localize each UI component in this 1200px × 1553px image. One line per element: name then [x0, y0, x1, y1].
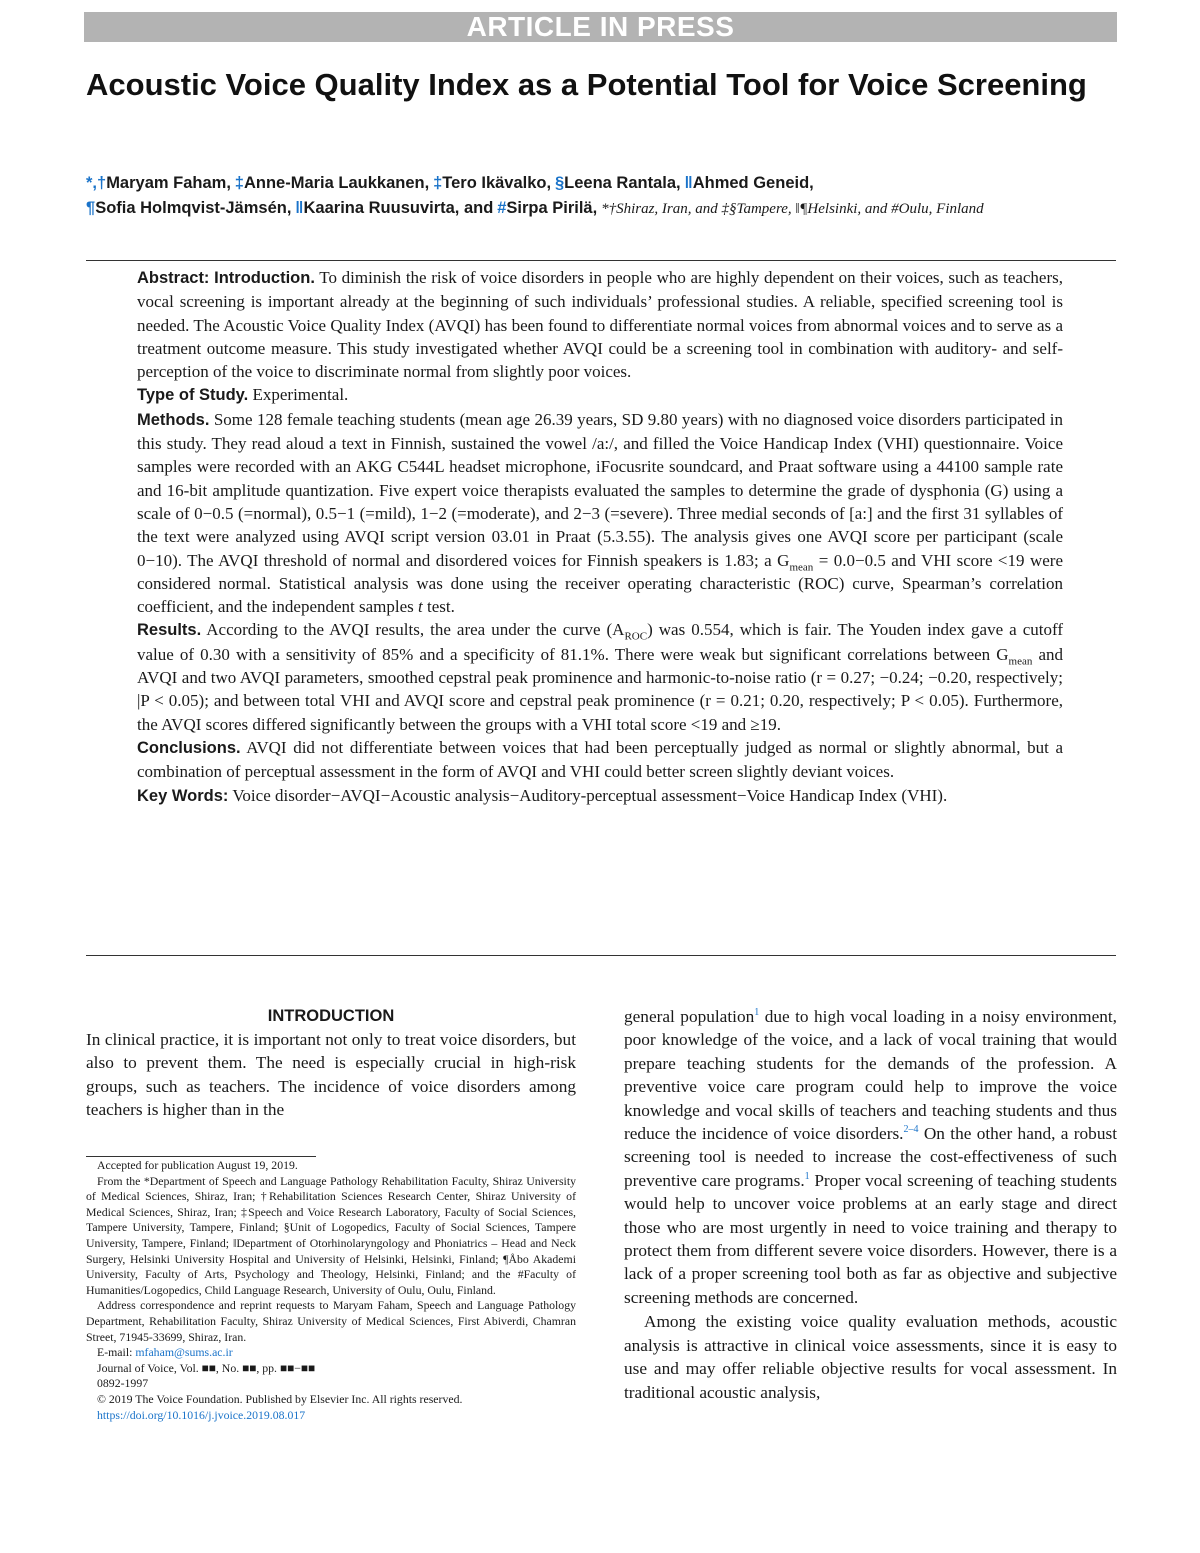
abstract-results: Results. According to the AVQI results, the area under the curve $(A_{ROC})$ was 0.554, which is fair. The Youden index gave a cutoff value of 0.30 with a sensitivity of 85% and a specificity of 81.1%. There were weak but significant correlations between $G_{mean}$ and AVQI and two AVQI parameters, smoothed cepstral peak prominence and harmonic-to-noise ratio (r = 0.27; −0.24; −0.20, respectively; |P < 0.05); and between total VHI and AVQI score and cepstral peak prominence (r = 0.21; 0.20, respectively; P < 0.05). Furthermore, the AVQI scores differed significantly between the groups with a VHI total score <19 and ≥19.: [137, 620, 1064, 734]
author-item: ¶Sofia Holmqvist-Jämsén,: [86, 199, 292, 217]
email-line: E-mail: mfaham@sums.ac.ir: [97, 1345, 233, 1360]
abstract-type-of-study: Type of Study. Experimental.: [137, 385, 349, 405]
journal-line: Journal of Voice, Vol. ■■, No. ■■, pp. ■■−■■: [97, 1360, 316, 1375]
abstract-top-rule: [86, 260, 1116, 261]
right-column: [624, 1005, 1117, 1404]
abstract-methods: Methods. Some 128 female teaching students (mean age 26.39 years, SD 9.80 years) with no diagnosed voice disorders participated in this study. They read aloud a text in Finnish, sustained the vowel /a:/, and filled the Voice Handicap Index (VHI) questionnaire. Voice samples were recorded with an AKG C544L headset microphone, iFocusrite soundcard, and Praat software using a 44100 sample rate and 16-bit amplitude quantization. Five expert voice therapists evaluated the samples to determine the grade of dysphonia (G) using a scale of 0−0.5 (=normal), 0.5−1 (=mild), 1−2 (=moderate), and 2−3 (=severe). Three medial seconds of [a:] and the first 31 syllables of the text were analyzed using AVQI script version 03.01 in Praat (5.3.55). The analysis gives one AVQI score per participant (scale 0−10). The AVQI threshold of normal and disordered voices for Finnish speakers is 1.83; a $G_{mean} = 0.0-0.5$ and VHI score <19 were considered normal. Statistical analysis was done using the receiver operating characteristic (ROC) curve, Spearman’s correlation coefficient, and the independent samples t test.: [137, 409, 1064, 617]
issn-line: 0892-1997: [97, 1376, 149, 1391]
introduction-heading: INTRODUCTION: [267, 1007, 395, 1025]
affiliations-footnote: From the *Department of Speech and Language Pathology Rehabilitation Faculty, Shiraz University of Medical Sciences, Shiraz, Iran; †Rehabilitation Sciences Research Center, Shiraz University of Medical Sciences, Shiraz, Iran; ‡Speech and Voice Research Laboratory, Faculty of Social Sciences, Tampere University, Tampere, Finland; §Unit of Logopedics, Faculty of Social Sciences, Tampere University, Tampere, Finland; ‖Department of Otorhinolaryngology and Phoniatrics – Head and Neck Surgery, Helsinki University Hospital and University of Helsinki, Helsinki, Finland; ¶Åbo Akademi University, Faculty of Arts, Psychology and Theology, Helsinki, Finland; and the #Faculty of Humanities/Logopedics, Child Language Research, University of Oulu, Oulu, Finland.: [86, 1173, 576, 1297]
doi-line: [86, 1408, 576, 1424]
email-link[interactable]: mfaham@sums.ac.ir: [135, 1345, 233, 1360]
copyright-line: © 2019 The Voice Foundation. Published by Elsevier Inc. All rights reserved.: [97, 1391, 463, 1406]
citation-link[interactable]: 2–4: [903, 1124, 919, 1136]
abstract: [137, 266, 1063, 808]
author-item: #Sirpa Pirilä,: [497, 199, 598, 217]
accepted-date: Accepted for publication August 19, 2019.: [97, 1158, 298, 1172]
right-paragraph-1: general population$^1$ due to high vocal loading in a noisy environment, poor knowledge of the voice, and a lack of vocal training that would prepare teaching students for the demands of the profession. A preventive voice care program could help to improve the voice knowledge and vocal skills of teachers and teaching students and thus reduce the incidence of voice disorders.$^{2-4}$ On the other hand, a robust screening tool is needed to increase the cost-effectiveness of such preventive care programs.$^1$ Proper vocal screening of teaching students would help to uncover voice problems at an early stage and direct those who are most urgently in need to voice training and therapy to protect them from different severe voice disorders. However, there is a lack of a proper screening tool both as far as objective and subjective screening methods are concerned.: [624, 1007, 1117, 1307]
doi-link[interactable]: https://doi.org/10.1016/j.jvoice.2019.08.017: [97, 1407, 306, 1422]
abstract-conclusions: Conclusions. AVQI did not differentiate between voices that had been perceptually judged as normal or slightly abnormal, but a combination of perceptual assessment in the form of AVQI and VHI could better screen slightly deviant voices.: [137, 737, 1064, 782]
abstract-bottom-rule: [86, 955, 1116, 956]
author-item: *,†Maryam Faham,: [86, 174, 231, 192]
right-paragraph-2: Among the existing voice quality evaluation methods, acoustic analysis is attractive in clinical voice assessments, since it is easy to use and may offer reliable objective results for vocal assessment. In traditional acoustic analysis,: [624, 1312, 1117, 1402]
introduction-paragraph: In clinical practice, it is important not only to treat voice disorders, but also to prevent them. The need is especially crucial in high-risk groups, such as teachers. The incidence of voice disorders among teachers is higher than in the: [86, 1030, 576, 1119]
abstract-introduction: Abstract: Introduction. To diminish the risk of voice disorders in people who are highly dependent on their voices, such as teachers, vocal screening is important already at the beginning of such individuals’ professional studies. A reliable, specified screening tool is needed. The Acoustic Voice Quality Index (AVQI) has been found to differentiate normal voices from abnormal voices and to serve as a treatment outcome measure. This study investigated whether AVQI could be a screening tool in combination with auditory- and self-perception of the voice to discriminate normal from slightly poor voices.: [137, 268, 1063, 382]
footnote-rule: [86, 1156, 316, 1157]
citation-link[interactable]: 1: [754, 1007, 760, 1019]
author-list: [86, 171, 1116, 222]
author-item: ‡Anne-Maria Laukkanen,: [234, 174, 430, 192]
citation-link[interactable]: 1: [804, 1171, 810, 1183]
affiliation-line: *†Shiraz, Iran, and ‡§Tampere, ‖¶Helsinki, and #Oulu, Finland: [601, 201, 984, 217]
author-item: ‡Tero Ikävalko,: [433, 174, 552, 192]
abstract-keywords: Key Words: Voice disorder−AVQI−Acoustic analysis−Auditory-perceptual assessment−Voice Handicap Index (VHI).: [137, 785, 948, 805]
author-item: §Leena Rantala,: [554, 174, 681, 192]
author-item: ‖Ahmed Geneid,: [684, 174, 814, 192]
article-in-press-banner: ARTICLE IN PRESS: [84, 12, 1117, 42]
footnotes: [86, 1158, 576, 1423]
author-item: ‖Kaarina Ruusuvirta, and: [295, 199, 494, 217]
correspondence-footnote: Address correspondence and reprint requests to Maryam Faham, Speech and Language Pathology Department, Rehabilitation Faculty, Shiraz University of Medical Sciences, First Abiverdi, Chamran Street, 71945-33699, Shiraz, Iran.: [86, 1298, 576, 1344]
article-title: Acoustic Voice Quality Index as a Potential Tool for Voice Screening: [86, 67, 1087, 102]
left-column: [86, 1005, 576, 1121]
